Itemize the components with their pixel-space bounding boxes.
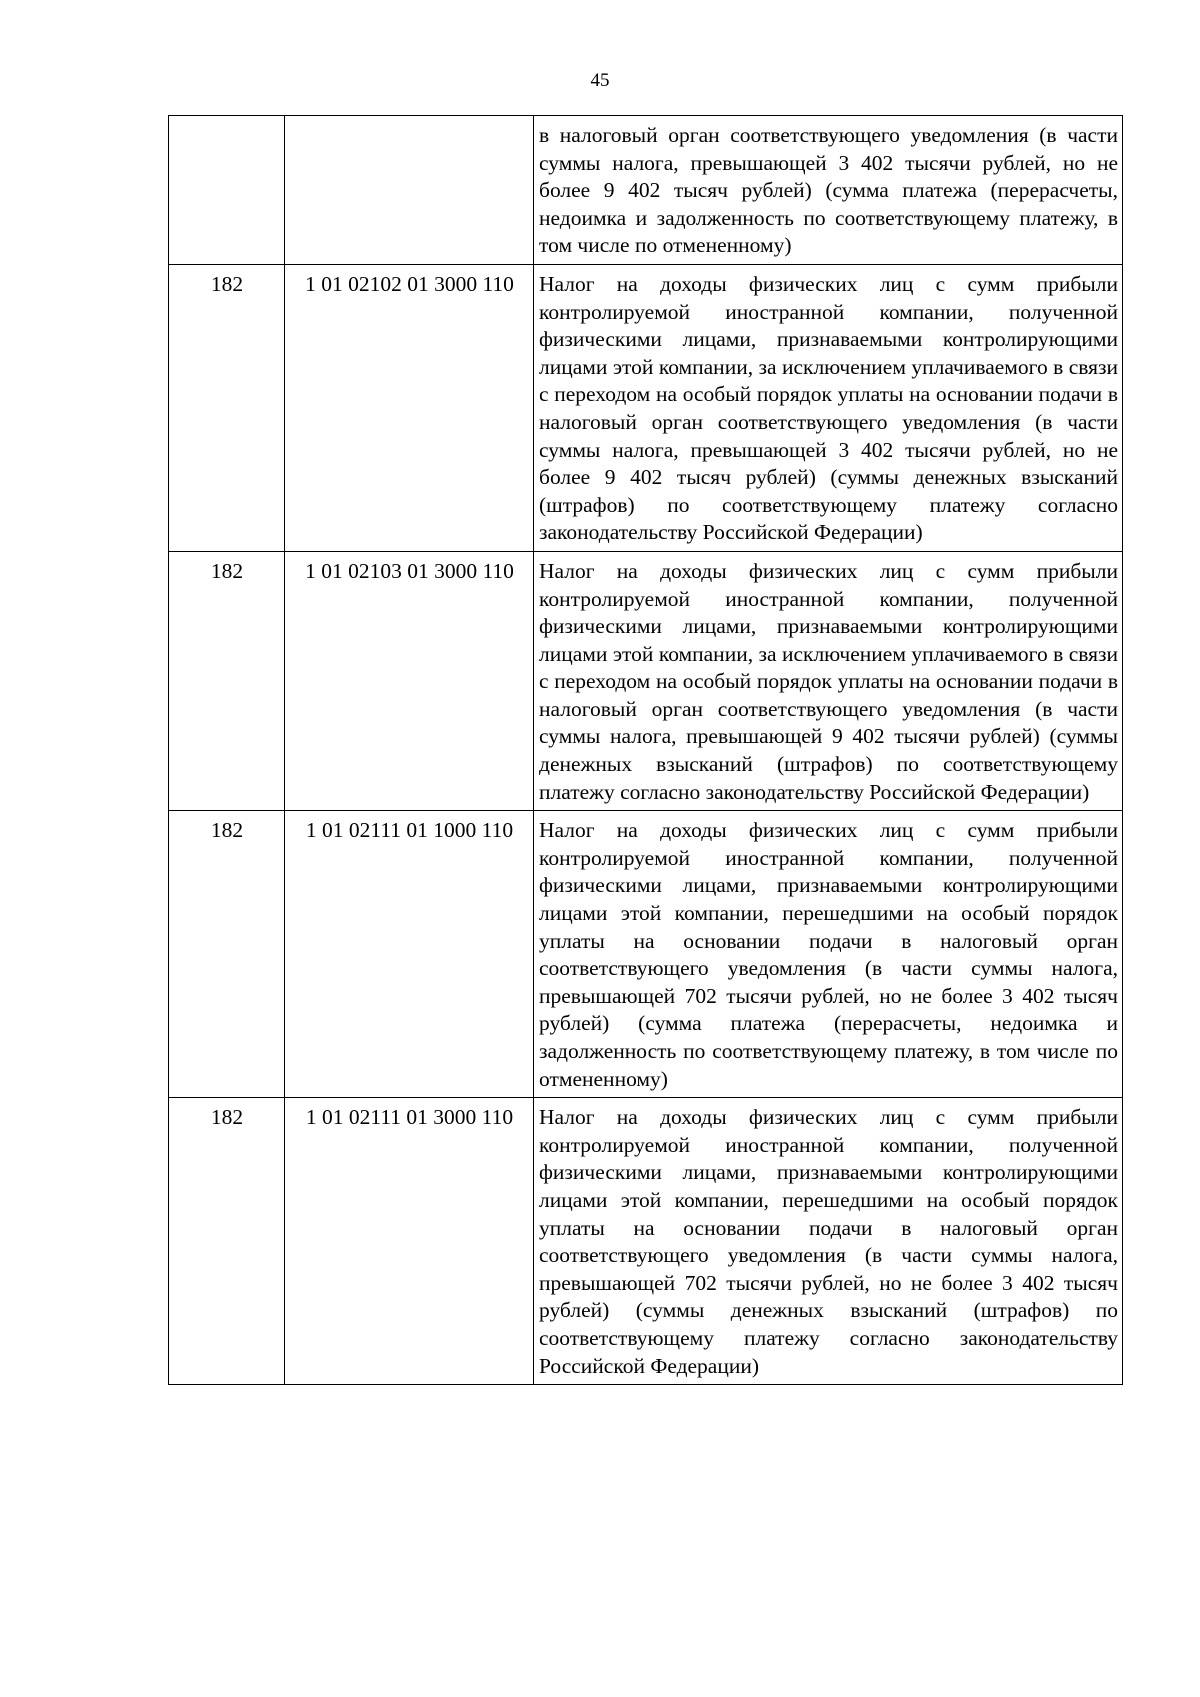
table-row [169, 811, 1123, 1098]
table-row [169, 116, 1123, 265]
admin-code-cell [169, 116, 285, 265]
admin-code-cell: 182 [169, 811, 285, 1098]
page-number: 45 [590, 70, 610, 91]
table-row [169, 551, 1123, 810]
admin-code-cell: 182 [169, 551, 285, 810]
description-cell: в налоговый орган соответствующего уведомления (в части суммы налога, превышающей 3 402 тысячи рублей, но не более 9 402 тысяч рублей) (сумма платежа (перерасчеты, недоимка и задолженность по соответствующему платежу, в том числе по отмененному) [534, 116, 1123, 265]
kbk-code-cell: 1 01 02103 01 3000 110 [285, 551, 534, 810]
table-row [169, 264, 1123, 551]
kbk-code-cell: 1 01 02111 01 3000 110 [285, 1098, 534, 1385]
description-cell: Налог на доходы физических лиц с сумм прибыли контролируемой иностранной компании, полученной физическими лицами, признаваемыми контролирующими лицами этой компании, за исключением уплачиваемого в связи с переходом на особый порядок уплаты на основании подачи в налоговый орган соответствующего уведомления (в части суммы налога, превышающей 3 402 тысячи рублей, но не более 9 402 тысяч рублей) (суммы денежных взысканий (штрафов) по соответствующему платежу согласно законодательству Российской Федерации) [534, 264, 1123, 551]
table-row [169, 1098, 1123, 1385]
kbk-code-cell: 1 01 02111 01 1000 110 [285, 811, 534, 1098]
description-cell: Налог на доходы физических лиц с сумм прибыли контролируемой иностранной компании, полученной физическими лицами, признаваемыми контролирующими лицами этой компании, перешедшими на особый порядок уплаты на основании подачи в налоговый орган соответствующего уведомления (в части суммы налога, превышающей 702 тысячи рублей, но не более 3 402 тысяч рублей) (сумма платежа (перерасчеты, недоимка и задолженность по соответствующему платежу, в том числе по отмененному) [534, 811, 1123, 1098]
description-cell: Налог на доходы физических лиц с сумм прибыли контролируемой иностранной компании, полученной физическими лицами, признаваемыми контролирующими лицами этой компании, перешедшими на особый порядок уплаты на основании подачи в налоговый орган соответствующего уведомления (в части суммы налога, превышающей 702 тысячи рублей, но не более 3 402 тысяч рублей) (суммы денежных взысканий (штрафов) по соответствующему платежу согласно законодательству Российской Федерации) [534, 1098, 1123, 1385]
kbk-code-cell: 1 01 02102 01 3000 110 [285, 264, 534, 551]
description-cell: Налог на доходы физических лиц с сумм прибыли контролируемой иностранной компании, полученной физическими лицами, признаваемыми контролирующими лицами этой компании, за исключением уплачиваемого в связи с переходом на особый порядок уплаты на основании подачи в налоговый орган соответствующего уведомления (в части суммы налога, превышающей 9 402 тысячи рублей) (суммы денежных взысканий (штрафов) по соответствующему платежу согласно законодательству Российской Федерации) [534, 551, 1123, 810]
kbk-code-cell [285, 116, 534, 265]
admin-code-cell: 182 [169, 264, 285, 551]
budget-classification-table [168, 115, 1123, 1385]
admin-code-cell: 182 [169, 1098, 285, 1385]
